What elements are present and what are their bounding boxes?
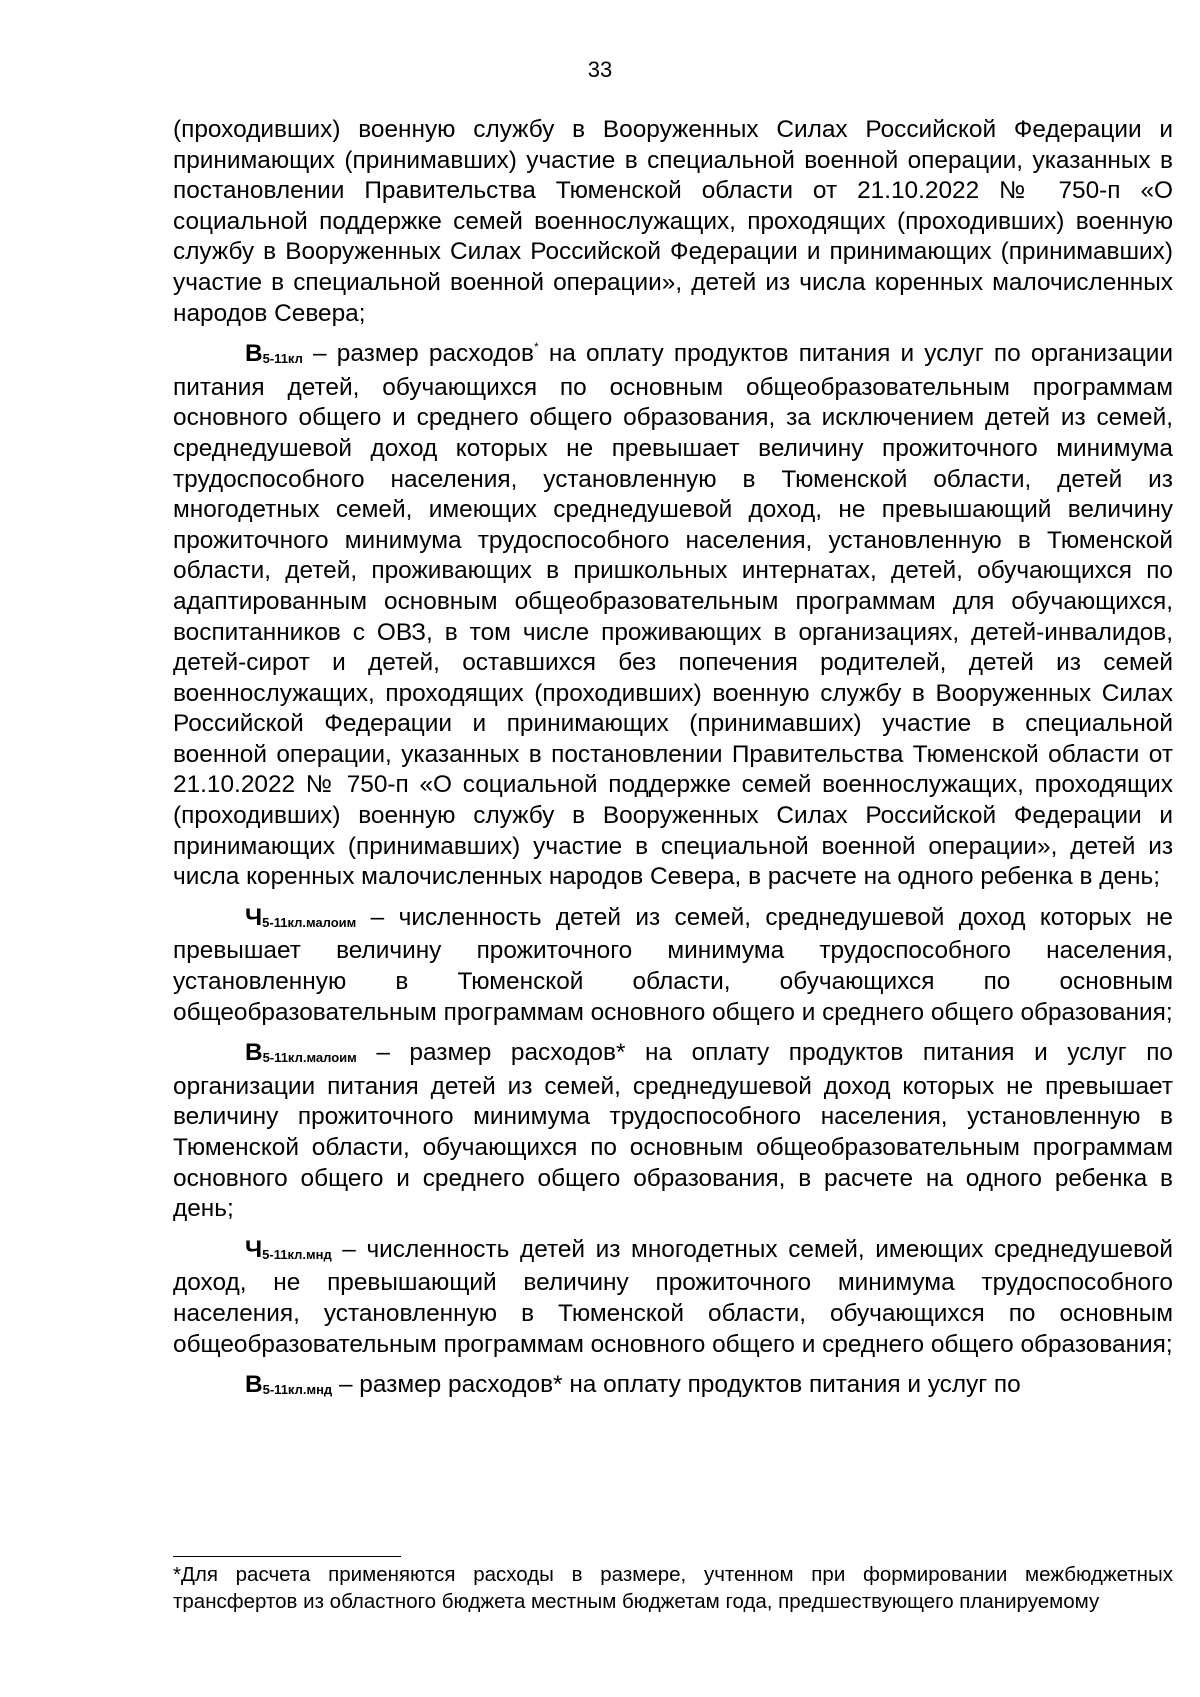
footnote-marker: * <box>533 340 539 355</box>
definition-text: – размер расходов* на оплату продуктов питания и услуг по организации питания детей из семей, среднедушевой доход которых не превышает величину прожиточного минимума трудоспособного населения, установленную в Тюменской области, обучающихся по основным общеобразовательным программам основного общего и среднего общего образования, в расчете на одного ребенка в день; <box>173 1039 1173 1223</box>
page-number: 33 <box>587 57 613 82</box>
paragraph-continuation <box>173 115 1173 329</box>
formula-subscript: 5-11кл.мнд <box>262 1246 332 1262</box>
formula-subscript: 5-11кл.малоим <box>262 1050 357 1066</box>
definition-text: – численность детей из многодетных семей, имеющих среднедушевой доход, не превышающий величину прожиточного минимума трудоспособного населения, установленную в Тюменской области, обучающихся по основным общеобразовательным программам основного общего и среднего общего образования; <box>173 1235 1173 1358</box>
definition-v-5-11kl-maloim <box>173 1038 1173 1225</box>
footnote-separator <box>173 1556 401 1557</box>
footnote: *Для расчета применяются расходы в размере, учтенном при формировании межбюджетных трансфертов из областного бюджета местным бюджетам года, предшествующего планируемому <box>173 1563 1173 1613</box>
formula-symbol: В <box>245 1371 263 1399</box>
formula-symbol: В <box>245 1039 263 1067</box>
formula-subscript: 5-11кл <box>262 351 303 367</box>
definition-v-5-11kl <box>173 339 1173 893</box>
definition-ch-5-11kl-mnd <box>173 1235 1173 1360</box>
document-body <box>173 115 1173 1404</box>
formula-subscript: 5-11кл.малоим <box>262 914 357 930</box>
definition-text: на оплату продуктов питания и услуг по организации питания детей, обучающихся по основным общеобразовательным программам основного общего и среднего общего образования, за исключением детей из семей, среднедушевой доход которых не превышает величину прожиточного минимума трудоспособного населения, установленную в Тюменской области, детей из многодетных семей, имеющих среднедушевой доход, не превышающий величину прожиточного минимума трудоспособного населения, установленную в Тюменской области, детей, проживающих в пришкольных интернатах, детей, обучающихся по адаптированным основным общеобразовательным программам для обучающихся, воспитанников с ОВЗ, в том числе проживающих в организациях, детей-инвалидов, детей-сирот и детей, оставшихся без попечения родителей, детей из семей военнослужащих, проходящих (проходивших) военную службу в Вооруженных Силах Российской Федерации и принимающих (принимавших) участие в специальной военной операции, указанных в постановлении Правительства Тюменской области от 21.10.2022 № 750-п «О социальной поддержке семей военнослужащих, проходящих (проходивших) военную службу в Вооруженных Силах Российской Федерации и принимающих (принимавших) участие в специальной военной операции», детей из числа коренных малочисленных народов Севера, в расчете на одного ребенка в день; <box>173 340 1173 891</box>
paragraph-text: (проходивших) военную службу в Вооруженных Силах Российской Федерации и принимающих (принимавших) участие в специальной военной операции, указанных в постановлении Правительства Тюменской области от 21.10.2022 № 750-п «О социальной поддержке семей военнослужащих, проходящих (проходивших) военную службу в Вооруженных Силах Российской Федерации и принимающих (принимавших) участие в специальной военной операции», детей из числа коренных малочисленных народов Севера; <box>173 116 1173 327</box>
formula-symbol: Ч <box>245 903 263 931</box>
definition-text: – численность детей из семей, среднедушевой доход которых не превышает величину прожиточного минимума трудоспособного населения, установленную в Тюменской области, обучающихся по основным общеобразовательным программам основного общего и среднего общего образования; <box>173 903 1173 1026</box>
definition-text: – размер расходов* на оплату продуктов питания и услуг по <box>332 1371 1021 1399</box>
formula-symbol: В <box>245 340 263 368</box>
formula-symbol: Ч <box>245 1235 263 1263</box>
definition-v-5-11kl-mnd <box>173 1370 1173 1404</box>
formula-subscript: 5-11кл.мнд <box>262 1382 333 1398</box>
definition-dash: – размер расходов <box>302 340 534 368</box>
definition-ch-5-11kl-maloim <box>173 903 1173 1028</box>
